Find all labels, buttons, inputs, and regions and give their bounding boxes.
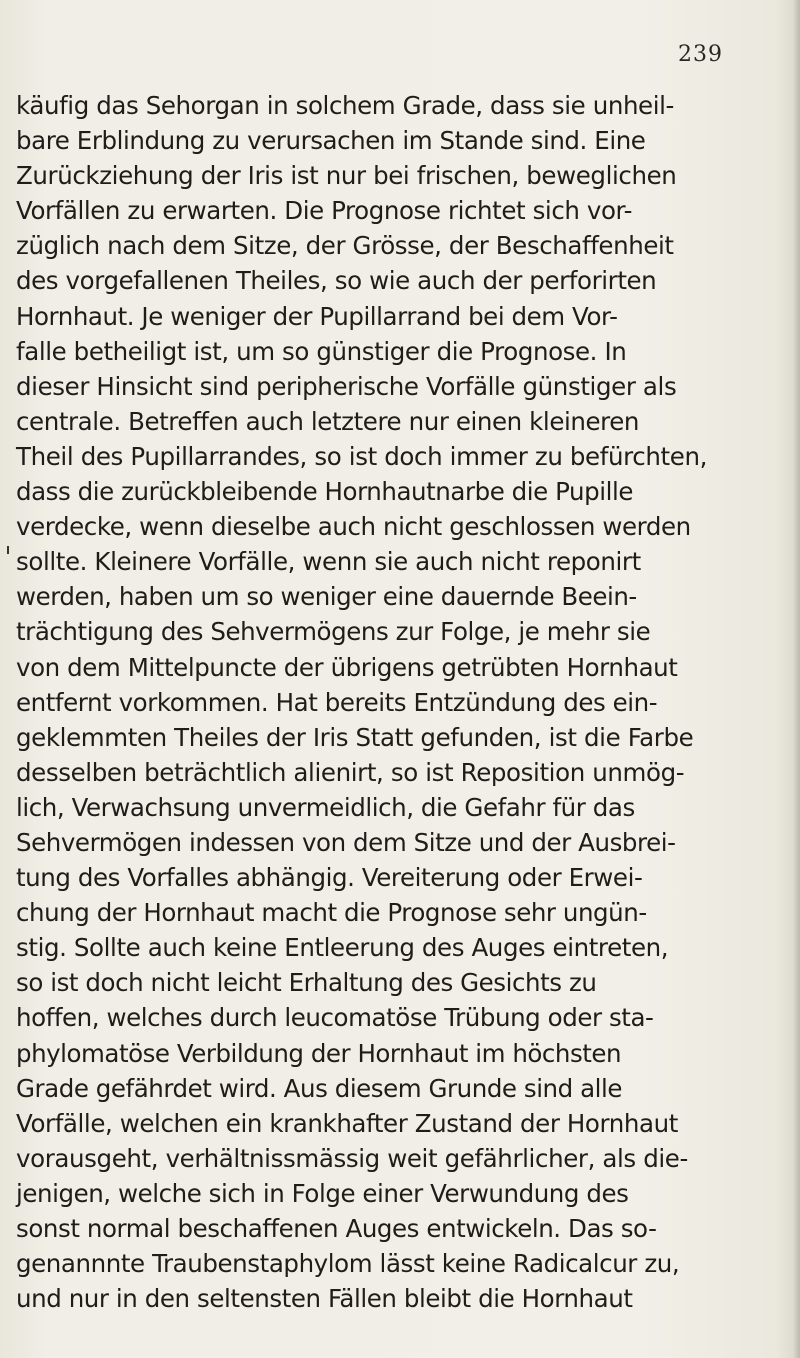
- text-line: jenigen, welche sich in Folge einer Verwundung des: [16, 1178, 629, 1208]
- text-line: Hornhaut. Je weniger der Pupillarrand bei dem Vor-: [16, 301, 618, 331]
- text-line: so ist doch nicht leicht Erhaltung des Gesichts zu: [16, 968, 597, 998]
- text-line: trächtigung des Sehvermögens zur Folge, je mehr sie: [16, 617, 651, 647]
- text-line: werden, haben um so weniger eine dauernde Beein-: [16, 582, 637, 612]
- text-line: dass die zurückbleibende Hornhautnarbe die Pupille: [16, 477, 633, 507]
- text-line: züglich nach dem Sitze, der Grösse, der Beschaffenheit: [16, 231, 674, 261]
- text-line: Grade gefährdet wird. Aus diesem Grunde sind alle: [16, 1073, 622, 1103]
- text-line: phylomatöse Verbildung der Hornhaut im höchsten: [16, 1038, 622, 1068]
- text-line: centrale. Betreffen auch letztere nur einen kleineren: [16, 406, 640, 436]
- page-edge: [794, 0, 800, 1358]
- text-line: des vorgefallenen Theiles, so wie auch der perforirten: [16, 266, 657, 296]
- text-line: genannnte Traubenstaphylom lässt keine Radicalcur zu,: [16, 1249, 680, 1279]
- margin-mark: [7, 546, 9, 554]
- page-number: 239: [678, 42, 723, 67]
- text-line: Sehvermögen indessen von dem Sitze und der Ausbrei-: [16, 827, 676, 857]
- text-line: Zurückziehung der Iris ist nur bei frischen, beweglichen: [16, 161, 677, 191]
- body-text: [16, 88, 736, 1316]
- text-line: Vorfällen zu erwarten. Die Prognose richtet sich vor-: [16, 196, 633, 226]
- text-line: bare Erblindung zu verursachen im Stande sind. Eine: [16, 126, 646, 156]
- text-line: vorausgeht, verhältnissmässig weit gefährlicher, als die-: [16, 1143, 688, 1173]
- text-line: entfernt vorkommen. Hat bereits Entzündung des ein-: [16, 687, 658, 717]
- text-line: verdecke, wenn dieselbe auch nicht geschlossen werden: [16, 512, 691, 542]
- text-line: sollte. Kleinere Vorfälle, wenn sie auch nicht reponirt: [16, 547, 641, 577]
- text-line: lich, Verwachsung unvermeidlich, die Gefahr für das: [16, 792, 635, 822]
- text-line: käufig das Sehorgan in solchem Grade, dass sie unheil-: [16, 91, 674, 120]
- text-line: Vorfälle, welchen ein krankhafter Zustand der Hornhaut: [16, 1108, 678, 1138]
- text-line: desselben beträchtlich alienirt, so ist Reposition unmög-: [16, 757, 685, 787]
- text-line: von dem Mittelpuncte der übrigens getrübten Hornhaut: [16, 652, 678, 682]
- text-line: dieser Hinsicht sind peripherische Vorfälle günstiger als: [16, 371, 677, 401]
- text-line: sonst normal beschaffenen Auges entwickeln. Das so-: [16, 1214, 657, 1243]
- text-line: tung des Vorfalles abhängig. Vereiterung oder Erwei-: [16, 863, 643, 893]
- text-line: falle betheiligt ist, um so günstiger die Prognose. In: [16, 336, 627, 366]
- text-line: chung der Hornhaut macht die Prognose sehr ungün-: [16, 898, 647, 928]
- text-line: geklemmten Theiles der Iris Statt gefunden, ist die Farbe: [16, 722, 694, 752]
- text-line: hoffen, welches durch leucomatöse Trübung oder sta-: [16, 1003, 654, 1033]
- text-line: stig. Sollte auch keine Entleerung des Auges eintreten,: [16, 933, 669, 963]
- text-line: und nur in den seltensten Fällen bleibt die Hornhaut: [16, 1284, 633, 1314]
- text-line: Theil des Pupillarrandes, so ist doch immer zu befürchten,: [16, 441, 708, 471]
